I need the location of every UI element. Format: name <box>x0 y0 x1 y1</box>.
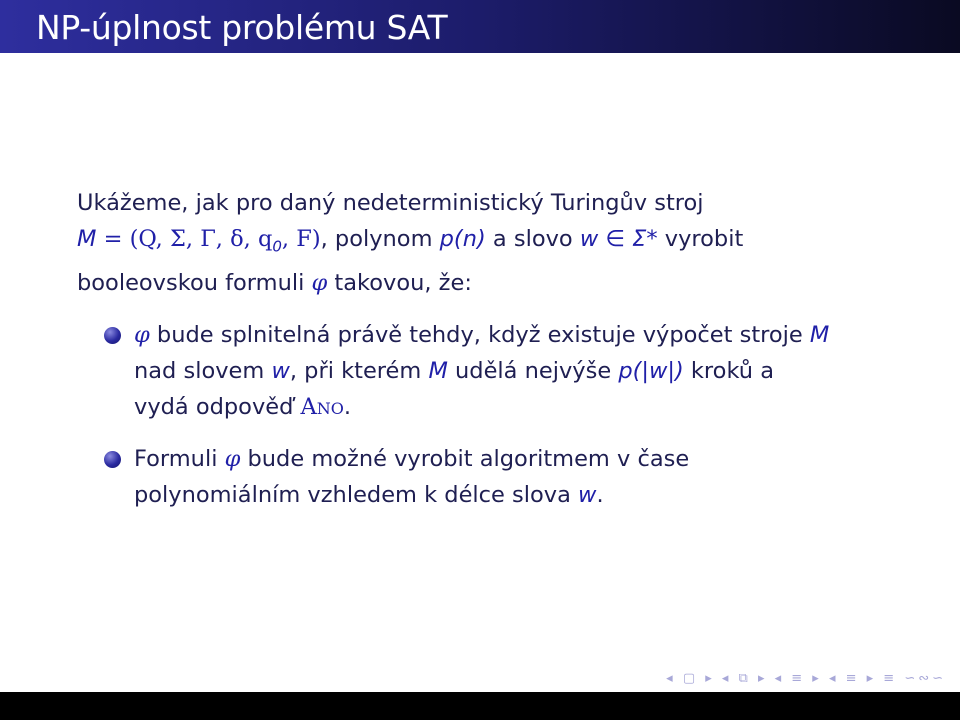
intro-text: takovou, že: <box>327 269 472 296</box>
math-tuple: = (Q, Σ, Γ, δ, q <box>96 226 273 252</box>
bullet-1-line-1 <box>134 317 829 353</box>
math-M: M <box>809 321 830 348</box>
intro-text: Ukážeme, jak pro daný nedeterministický Turingův stroj <box>77 190 704 216</box>
bullet-text: . <box>343 393 352 420</box>
math-word: w ∈ Σ* <box>579 226 658 252</box>
math-subscript: 0 <box>272 237 282 256</box>
bullet-text: , při kterém <box>289 357 429 384</box>
math-phi: φ <box>134 321 150 348</box>
bullet-text: bude splnitelná právě tehdy, když existuje výpočet stroje <box>149 321 810 348</box>
intro-line-1 <box>77 185 829 221</box>
bullet-text: kroků a <box>683 357 774 384</box>
title-bar <box>0 0 960 53</box>
bullet-text: udělá nejvýše <box>447 357 619 384</box>
footer-bar <box>0 692 960 720</box>
bullet-icon <box>104 451 121 468</box>
bullet-text: . <box>596 481 604 508</box>
math-tuple-end: , F) <box>281 226 321 252</box>
bullet-text: nad slovem <box>134 357 272 384</box>
bullet-item-1 <box>77 317 829 425</box>
intro-line-2 <box>77 221 829 265</box>
slide-title: NP-úplnost problému SAT <box>36 8 448 47</box>
math-M: M <box>77 226 97 252</box>
bullet-1-line-3 <box>134 389 829 425</box>
intro-line-3 <box>77 265 829 301</box>
math-polynomial: p(n) <box>439 226 486 252</box>
math-M: M <box>428 357 448 384</box>
bullet-2-line-1 <box>134 441 829 477</box>
bullet-icon <box>104 327 121 344</box>
intro-text: a slovo <box>485 226 580 252</box>
math-phi: φ <box>311 269 328 296</box>
bullet-text: vydá odpověď <box>134 393 301 420</box>
intro-text: booleovskou formuli <box>77 269 312 296</box>
math-w: w <box>578 481 597 508</box>
answer-yes: Ano <box>300 393 344 420</box>
beamer-navigation-symbols[interactable]: ◂ ▢ ▸ ◂ ⧉ ▸ ◂ ≡ ▸ ◂ ≡ ▸ ≡ ∽∾∽ <box>666 671 946 686</box>
intro-text: vyrobit <box>657 226 744 252</box>
math-phi: φ <box>224 445 241 472</box>
bullet-text: polynomiálním vzhledem k délce slova <box>134 481 579 508</box>
math-p-w: p(|w|) <box>618 357 684 384</box>
bullet-2-line-2 <box>134 477 829 513</box>
bullet-1-line-2 <box>134 353 829 389</box>
bullet-item-2 <box>77 441 829 513</box>
math-w: w <box>271 357 290 384</box>
bullet-text: bude možné vyrobit algoritmem v čase <box>240 445 690 472</box>
bullet-text: Formuli <box>134 445 225 472</box>
intro-text: , polynom <box>320 226 440 252</box>
slide-content <box>77 185 829 513</box>
